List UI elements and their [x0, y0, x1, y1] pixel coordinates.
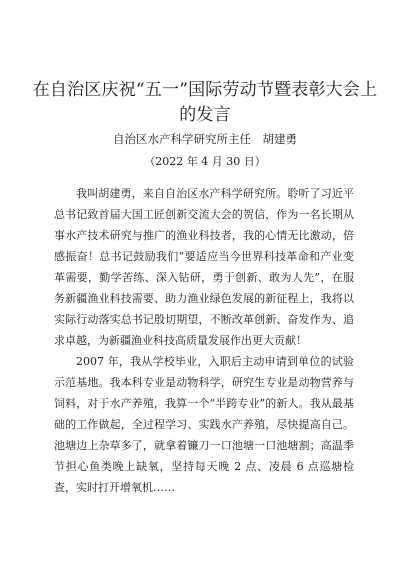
document-title: 在自治区庆祝“五一”国际劳动节暨表彰大会上的发言 [32, 80, 378, 125]
author-line: 自治区水产科学研究所主任 胡建勇 [113, 132, 297, 146]
date-line: （2022 年 4 月 30 日） [144, 155, 266, 168]
body-paragraph-2: 2007 年，我从学校毕业，入职后主动申请到单位的试验示范基地。我本科专业是动物科学，研究生专业是动物营养与饲料，对于水产养殖，我算一个“半跨专业”的新人。我从最基础的工作做起，全过程学习、实践水产养殖，尽快提高自己。池塘边上杂草多了，就拿着镰刀一口池塘一口池塘割；高温季节担心鱼类晚上缺氧，坚持每天晚 2 点、凌晨 6 点巡塘检查，实时打开增氧机…… [54, 355, 354, 494]
body-paragraph-1: 我叫胡建勇，来自自治区水产科学研究所。聆听了习近平总书记致首届大国工匠创新交流大会的贺信，作为一名长期从事水产技术研究与推广的渔业科技者，我的心情无比激动，倍感振奋！总书记鼓励我们“要适应当今世界科技革命和产业变革需要，勤学苦练、深入钻研，勇于创新、敢为人先”，在服务新疆渔业科技需要、助力渔业绿色发展的新征程上，我将以实际行动落实总书记殷切期望，不断改革创新、奋发作为、追求卓越，为新疆渔业科技高质量发展作出更大贡献！ [54, 187, 354, 347]
document-body [54, 183, 354, 498]
